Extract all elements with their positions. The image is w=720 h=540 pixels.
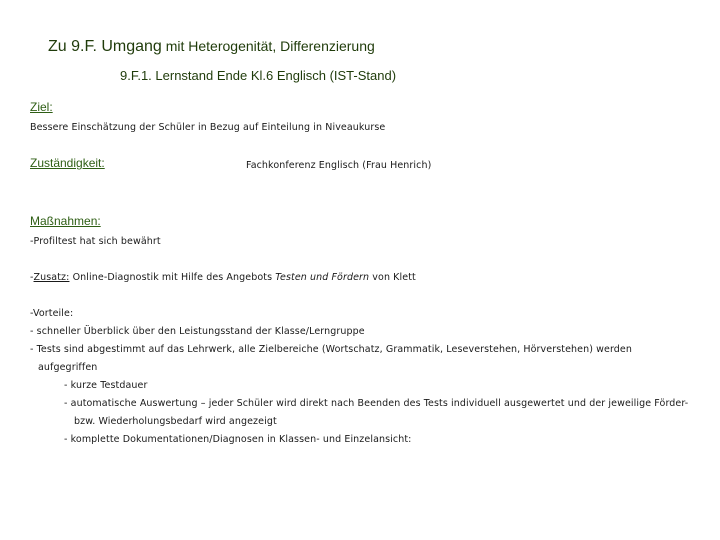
ziel-label: Ziel: (30, 100, 53, 114)
vorteil-item-2-line-2: aufgegriffen (38, 362, 98, 373)
vorteile-label: -Vorteile: (30, 308, 74, 319)
zusatz-prefix: - (30, 272, 34, 283)
massnahmen-label: Maßnahmen: (30, 214, 101, 228)
sub-item-2-line-2: bzw. Wiederholungsbedarf wird angezeigt (74, 416, 277, 427)
zusatz-text-1: Online-Diagnostik mit Hilfe des Angebots (69, 272, 276, 283)
ziel-text: Bessere Einschätzung der Schüler in Bezug auf Einteilung in Niveaukurse (30, 122, 386, 133)
sub-item-2-line-1: - automatische Auswertung – jeder Schüler wird direkt nach Beenden des Tests individuell ausgewertet und der jeweilige Förder- (64, 398, 689, 409)
zusatz-line (30, 272, 416, 283)
title-prefix: Zu 9.F. Umgang (48, 38, 162, 55)
vorteil-item-1: - schneller Überblick über den Leistungsstand der Klasse/Lerngruppe (30, 326, 365, 337)
zusatz-label: Zusatz: (33, 272, 70, 283)
vorteil-item-2-line-1: - Tests sind abgestimmt auf das Lehrwerk, alle Zielbereiche (Wortschatz, Grammatik, Leseverstehen, Hörverstehen) werden (30, 344, 632, 355)
title-suffix: mit Heterogenität, Differenzierung (161, 38, 375, 54)
profiltest-text: -Profiltest hat sich bewährt (30, 236, 161, 247)
sub-item-1: - kurze Testdauer (64, 380, 148, 391)
zusatz-text-2: von Klett (369, 272, 416, 283)
zusatz-italic: Testen und Fördern (275, 272, 370, 283)
sub-item-3: - komplette Dokumentationen/Diagnosen in Klassen- und Einzelansicht: (64, 434, 412, 445)
zustaendigkeit-value: Fachkonferenz Englisch (Frau Henrich) (246, 160, 432, 171)
page-title (48, 38, 375, 56)
zustaendigkeit-label: Zuständigkeit: (30, 156, 105, 170)
page-subtitle: 9.F.1. Lernstand Ende Kl.6 Englisch (IST-Stand) (120, 68, 397, 83)
